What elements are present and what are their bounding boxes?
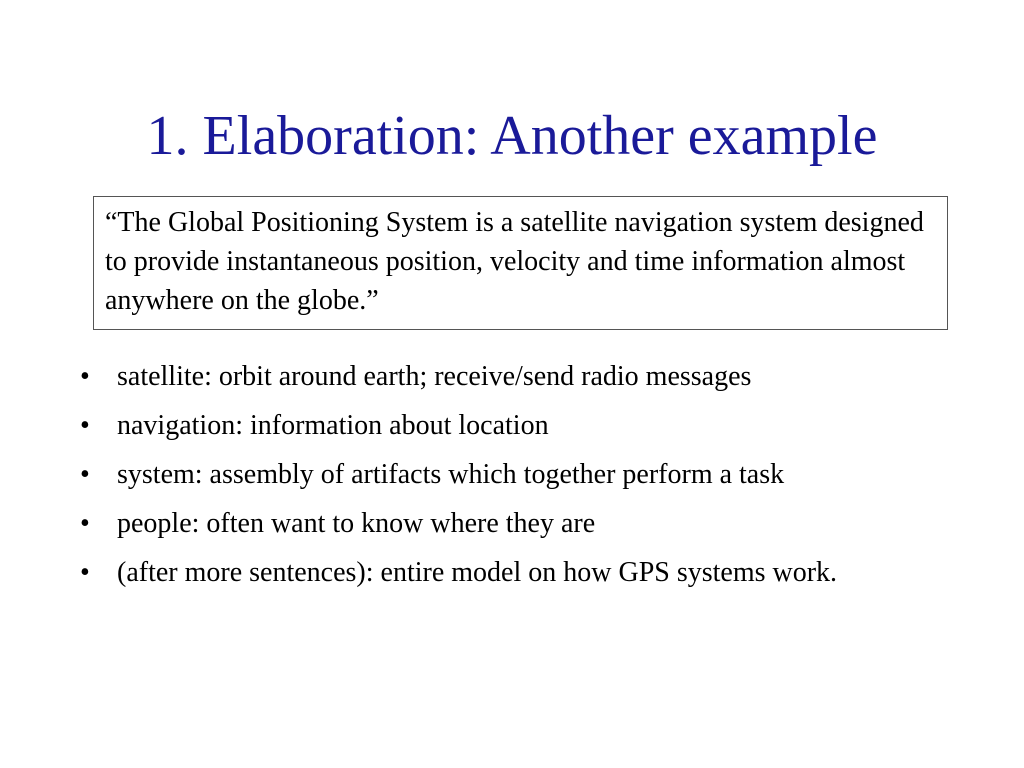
bullet-icon: • [80, 508, 90, 539]
bullet-text: system: assembly of artifacts which together perform a task [117, 459, 785, 490]
bullet-icon: • [80, 361, 90, 392]
slide-title: 1. Elaboration: Another example [146, 105, 878, 167]
bullet-item-gps-model [0, 556, 1024, 590]
bullet-item-satellite [0, 360, 1024, 394]
bullet-text: (after more sentences): entire model on how GPS systems work. [117, 557, 838, 588]
bullet-text: satellite: orbit around earth; receive/send radio messages [117, 361, 752, 392]
bullet-text: navigation: information about location [117, 410, 549, 441]
bullet-text: people: often want to know where they are [117, 508, 596, 539]
bullet-item-people [0, 507, 1024, 541]
quote-box: “The Global Positioning System is a satellite navigation system designed to provide instantaneous position, velocity and time information almost anywhere on the globe.” [93, 196, 948, 330]
bullet-item-system [0, 458, 1024, 492]
bullet-icon: • [80, 410, 90, 441]
bullet-icon: • [80, 459, 90, 490]
bullet-icon: • [80, 557, 90, 588]
bullet-list [0, 360, 1024, 605]
bullet-item-navigation [0, 409, 1024, 443]
